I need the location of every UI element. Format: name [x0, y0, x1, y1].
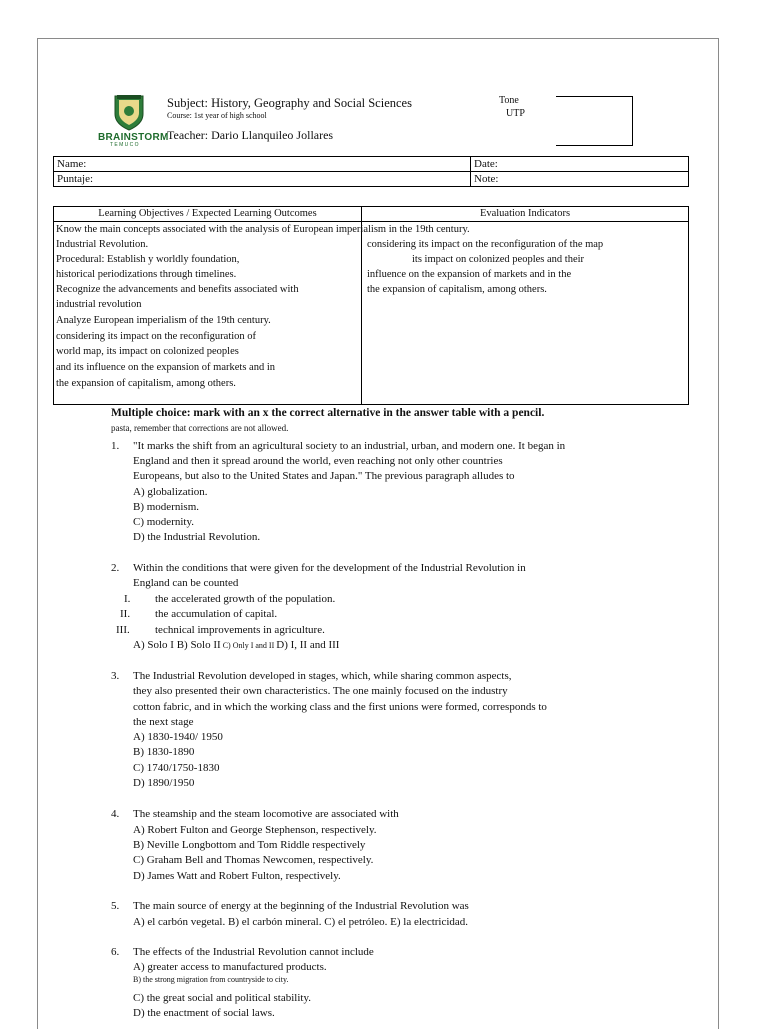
roman-text: technical improvements in agriculture. — [155, 624, 325, 636]
teacher-label: Teacher: Dario Llanquileo Jollares — [167, 128, 334, 142]
answer-option[interactable]: A) globalization. — [133, 486, 208, 498]
indicator-line: considering its impact on the reconfiguration of the map — [367, 239, 604, 250]
answer-option[interactable]: D) I, II and III — [276, 639, 340, 651]
subject-label: Subject: History, Geography and Social Sciences — [167, 96, 412, 110]
course-label: Course: 1st year of high school — [167, 111, 267, 120]
question-text: cotton fabric, and in which the working class and the first unions were formed, corresponds to — [133, 701, 547, 713]
document-page — [37, 38, 719, 1029]
objective-line: historical periodizations through timelines. — [56, 269, 237, 280]
question-number: 4. — [111, 808, 120, 820]
answer-option[interactable]: D) 1890/1950 — [133, 777, 195, 789]
question-text: "It marks the shift from an agricultural society to an industrial, urban, and modern one. It began in — [133, 440, 566, 452]
tone-label: Tone — [499, 95, 519, 106]
question-text: The steamship and the steam locomotive are associated with — [133, 808, 399, 820]
date-field[interactable]: Date: — [471, 157, 689, 172]
objective-line: the expansion of capitalism, among others. — [56, 378, 236, 389]
question-text: Europeans, but also to the United States and Japan." The previous paragraph alludes to — [133, 470, 515, 482]
roman-number: III. — [116, 624, 130, 636]
answer-option[interactable]: B) Neville Longbottom and Tom Riddle respectively — [133, 839, 366, 851]
roman-text: the accumulation of capital. — [155, 608, 278, 620]
objectives-header: Learning Objectives / Expected Learning Outcomes — [54, 207, 362, 222]
answer-option[interactable]: D) the enactment of social laws. — [133, 1007, 275, 1019]
answer-option[interactable]: D) James Watt and Robert Fulton, respectively. — [133, 870, 341, 882]
roman-number: II. — [120, 608, 131, 620]
question-number: 5. — [111, 900, 120, 912]
answer-option[interactable]: C) modernity. — [133, 516, 194, 528]
answer-option[interactable]: B) the strong migration from countryside to city. — [133, 975, 289, 984]
objective-line: and its influence on the expansion of markets and in — [56, 362, 275, 373]
tone-score-box[interactable] — [556, 96, 633, 146]
logo-subtext: T E M U C O — [110, 142, 139, 148]
utp-label: UTP — [506, 108, 525, 119]
answer-option[interactable]: C) Graham Bell and Thomas Newcomen, respectively. — [133, 854, 374, 866]
objective-line: Analyze European imperialism of the 19th century. — [56, 315, 271, 326]
objective-line: Industrial Revolution. — [56, 239, 149, 250]
answer-option[interactable]: B) 1830-1890 — [133, 746, 195, 758]
puntaje-field[interactable]: Puntaje: — [54, 172, 471, 187]
note-field[interactable]: Note: — [471, 172, 689, 187]
question-text: England and then it spread around the world, even reaching not only other countries — [133, 455, 503, 467]
question-number: 2. — [111, 562, 120, 574]
question-text: they also presented their own characteristics. The one mainly focused on the industry — [133, 685, 508, 697]
indicator-line: the expansion of capitalism, among others. — [367, 284, 547, 295]
answer-option[interactable]: A) Solo I B) Solo II — [133, 639, 221, 651]
indicators-cell — [362, 222, 689, 405]
answer-option[interactable]: A) Robert Fulton and George Stephenson, respectively. — [133, 824, 377, 836]
instructions-subtitle: pasta, remember that corrections are not allowed. — [111, 423, 289, 433]
answer-option[interactable]: C) 1740/1750-1830 — [133, 762, 220, 774]
answer-option[interactable]: B) modernism. — [133, 501, 199, 513]
objective-line: industrial revolution — [56, 299, 142, 310]
answer-options-line[interactable]: A) el carbón vegetal. B) el carbón mineral. C) el petróleo. E) la electricidad. — [133, 916, 469, 928]
answer-option[interactable]: C) the great social and political stability. — [133, 992, 311, 1004]
question-text: The Industrial Revolution developed in stages, which, while sharing common aspects, — [133, 670, 512, 682]
question-number: 6. — [111, 946, 120, 958]
objective-line: Know the main concepts associated with the analysis of European imperialism in the 19th century. — [56, 224, 470, 235]
objective-line: Procedural: Establish y worldly foundation, — [56, 254, 240, 265]
answer-option[interactable]: A) 1830-1940/ 1950 — [133, 731, 223, 743]
objective-line: Recognize the advancements and benefits associated with — [56, 284, 299, 295]
instructions-title: Multiple choice: mark with an x the correct alternative in the answer table with a pencil. — [111, 407, 545, 419]
question-text: the next stage — [133, 716, 194, 728]
objectives-cell — [54, 222, 470, 405]
answer-option[interactable]: D) the Industrial Revolution. — [133, 531, 261, 543]
question-text: The effects of the Industrial Revolution cannot include — [133, 946, 374, 958]
student-info-table — [53, 156, 689, 187]
objective-line: world map, its impact on colonized peoples — [56, 346, 239, 357]
answer-option[interactable]: A) greater access to manufactured products. — [133, 961, 327, 973]
answer-option[interactable]: C) Only I and II — [220, 641, 277, 650]
question-text: Within the conditions that were given for the development of the Industrial Revolution in — [133, 562, 526, 574]
objective-line: considering its impact on the reconfiguration of — [56, 331, 257, 342]
question-text: The main source of energy at the beginning of the Industrial Revolution was — [133, 900, 469, 912]
objectives-table — [53, 206, 689, 405]
logo-text: BRAINSTORM — [98, 132, 169, 143]
indicator-line: influence on the expansion of markets and in the — [367, 269, 572, 280]
question-number: 1. — [111, 440, 120, 452]
name-field[interactable]: Name: — [54, 157, 471, 172]
indicators-header: Evaluation Indicators — [362, 207, 689, 222]
roman-text: the accelerated growth of the population. — [155, 593, 336, 605]
roman-number: I. — [124, 593, 131, 605]
question-number: 3. — [111, 670, 120, 682]
indicator-line: its impact on colonized peoples and their — [412, 254, 585, 265]
answer-options-line — [133, 638, 339, 653]
question-text: England can be counted — [133, 577, 239, 589]
